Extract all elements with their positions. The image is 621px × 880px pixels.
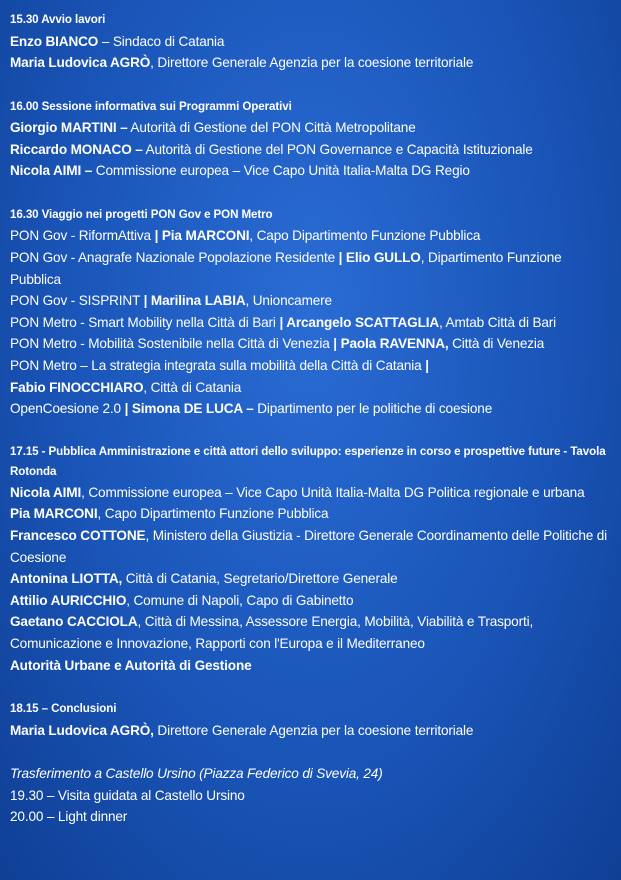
speaker-name: Pia MARCONI — [10, 506, 98, 522]
project-title: OpenCoesione 2.0 — [10, 401, 125, 417]
speaker-name: | Elio GULLO — [338, 250, 421, 266]
project-line — [10, 225, 611, 247]
speaker-role: , Città di Catania — [143, 379, 242, 395]
speaker-role: Città di Catania, Segretario/Direttore Generale — [122, 571, 398, 587]
speaker-name: Fabio FINOCCHIARO — [10, 379, 144, 395]
section-spacer — [10, 741, 611, 763]
project-line — [10, 290, 611, 312]
speaker-role: – Sindaco di Catania — [98, 33, 225, 49]
speaker-name: Nicola AIMI – — [10, 163, 93, 179]
project-title: PON Gov - SISPRINT — [10, 293, 144, 309]
section-heading: 17.15 - Pubblica Amministrazione e città attori dello sviluppo: esperienze in corso e prospettive future - Tavola Rotonda — [10, 444, 606, 478]
speaker-role: , Comune di Napoli, Capo di Gabinetto — [126, 592, 354, 608]
speaker-name: Nicola AIMI — [10, 484, 82, 500]
speaker-line — [10, 568, 611, 590]
transfer-note: Trasferimento a Castello Ursino (Piazza Federico di Svevia, 24) — [10, 766, 383, 782]
speaker-name: Francesco COTTONE — [10, 528, 146, 543]
speaker-role: Autorità di Gestione del PON Città Metropolitane — [127, 120, 416, 136]
speaker-name: Riccardo MONACO – — [10, 141, 143, 157]
speaker-line — [10, 590, 611, 612]
speaker-name: | Pia MARCONI — [154, 228, 250, 244]
speaker-role: , Città di Messina, Assessore Energia, Mobilità, Viabilità e Trasporti, Comunicazione e Innovazione, Rapporti con l'Europa e il Mediterraneo — [10, 614, 534, 651]
section-heading: 18.15 – Conclusioni — [10, 702, 117, 716]
section-spacer — [10, 74, 611, 96]
section-info-session — [10, 96, 611, 182]
speaker-name: Maria Ludovica AGRÒ, — [10, 722, 154, 738]
section-heading: 16.00 Sessione informativa sui Programmi Operativi — [10, 99, 292, 113]
project-title: PON Metro - Smart Mobility nella Città di Bari — [10, 314, 280, 330]
speaker-line — [10, 482, 610, 504]
speaker-line — [10, 160, 611, 182]
speaker-role: Dipartimento per le politiche di coesione — [253, 401, 493, 417]
project-title: PON Metro – La strategia integrata sulla mobilità della Città di Catania — [10, 358, 426, 374]
separator: | — [425, 358, 429, 374]
speaker-name: Giorgio MARTINI – — [10, 120, 128, 136]
section-conclusions — [10, 698, 611, 741]
speaker-name: Enzo BIANCO — [10, 33, 99, 49]
project-line — [10, 355, 611, 377]
speaker-role: , Amtab Città di Bari — [439, 314, 557, 330]
speaker-role: , Capo Dipartimento Funzione Pubblica — [97, 506, 329, 522]
project-title: PON Gov - Anagrafe Nazionale Popolazione Residente — [10, 250, 339, 266]
speaker-role: Commissione europea – Vice Capo Unità Italia-Malta DG Regio — [92, 163, 470, 179]
speaker-line — [10, 720, 611, 742]
speaker-line — [10, 503, 611, 525]
speaker-role: , Unioncamere — [245, 293, 332, 309]
speaker-line — [10, 31, 611, 53]
section-projects — [10, 204, 611, 420]
speaker-role: , Dipartimento Funzione Pubblica — [10, 250, 562, 287]
project-line — [10, 398, 611, 420]
section-spacer — [10, 420, 611, 442]
section-heading: 15.30 Avvio lavori — [10, 13, 106, 26]
evening-item: 20.00 – Light dinner — [10, 809, 128, 825]
project-title: PON Gov - RiformAttiva — [10, 228, 155, 244]
project-title: PON Metro - Mobilità Sostenibile nella Città di Venezia — [10, 336, 334, 352]
speaker-role: Città di Venezia — [448, 336, 545, 352]
speaker-name: Maria Ludovica AGRÒ — [10, 55, 151, 71]
section-round-table — [10, 442, 611, 676]
speaker-name: | Marilina LABIA — [143, 293, 246, 309]
speaker-role: Autorità di Gestione del PON Governance e Capacità Istituzionale — [142, 141, 533, 157]
evening-item: 19.30 – Visita guidata al Castello Ursino — [10, 787, 245, 803]
speaker-line — [10, 139, 611, 161]
speaker-role: , Ministero della Giustizia - Direttore Generale Coordinamento delle Politiche di Coesione — [10, 528, 608, 565]
section-spacer — [10, 182, 611, 204]
speaker-role: , Capo Dipartimento Funzione Pubblica — [249, 228, 481, 244]
section-heading: 16.30 Viaggio nei progetti PON Gov e PON Metro — [10, 207, 273, 221]
speaker-name: | Simona DE LUCA – — [124, 401, 254, 417]
speaker-name: Gaetano CACCIOLA — [10, 614, 138, 630]
speaker-role: , Commissione europea – Vice Capo Unità Italia-Malta DG Politica regionale e urbana — [81, 484, 585, 500]
speaker-line — [10, 117, 611, 139]
speaker-name: | Paola RAVENNA, — [333, 336, 449, 352]
speaker-name: | Arcangelo SCATTAGLIA — [279, 314, 440, 330]
speaker-name: Antonina LIOTTA, — [10, 571, 123, 587]
speaker-line — [10, 52, 611, 74]
section-evening — [10, 763, 611, 828]
speaker-role: Direttore Generale Agenzia per la coesione territoriale — [153, 722, 474, 738]
speaker-line — [10, 525, 610, 568]
speaker-line — [10, 655, 611, 677]
project-line — [10, 247, 610, 290]
project-line — [10, 312, 611, 334]
speaker-name: Autorità Urbane e Autorità di Gestione — [10, 657, 252, 673]
project-line — [10, 377, 611, 399]
speaker-line — [10, 611, 610, 654]
speaker-role: , Direttore Generale Agenzia per la coesione territoriale — [150, 55, 474, 71]
project-line — [10, 333, 611, 355]
section-spacer — [10, 676, 611, 698]
speaker-name: Attilio AURICCHIO — [10, 592, 127, 608]
section-opening — [10, 9, 611, 74]
